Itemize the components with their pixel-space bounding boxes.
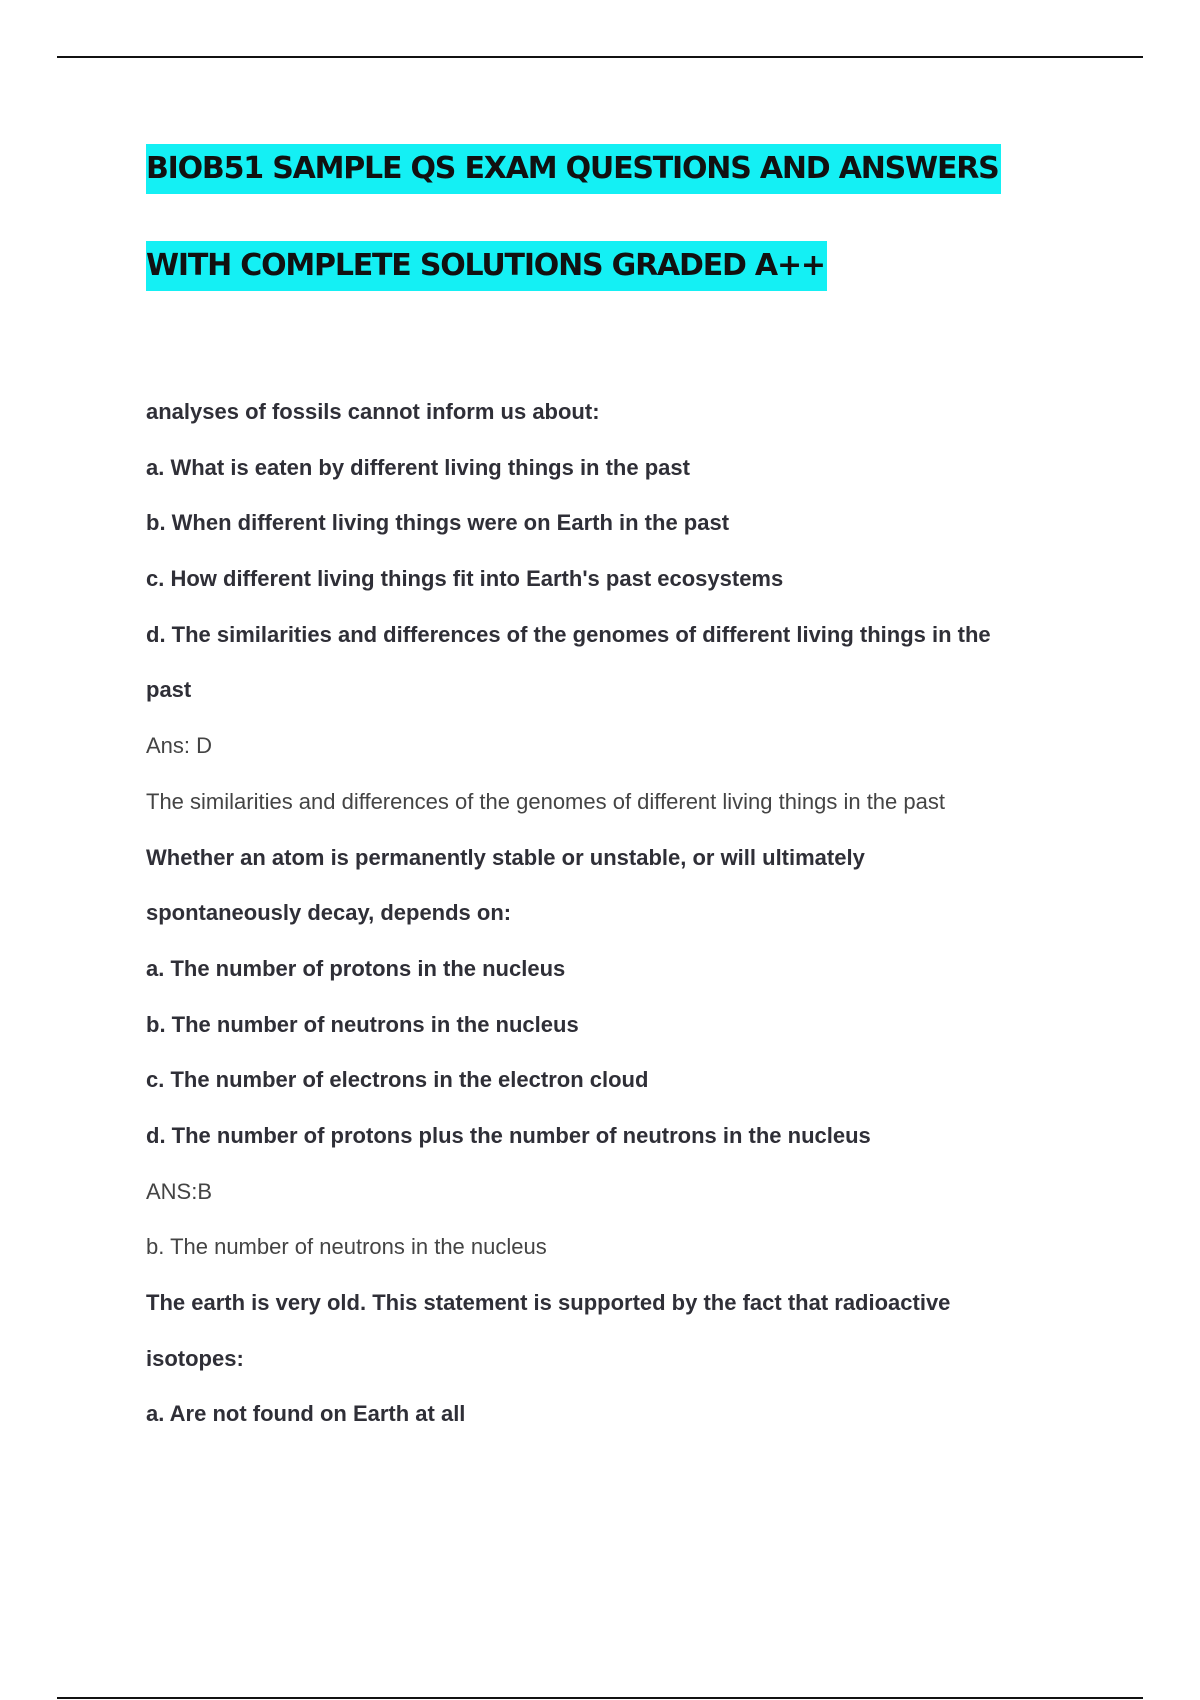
question-3-text-line-2: isotopes: bbox=[146, 1345, 244, 1371]
top-rule bbox=[57, 56, 1143, 58]
document-body bbox=[146, 384, 1106, 1442]
question-1-answer: Ans: D bbox=[146, 733, 213, 759]
bottom-rule bbox=[57, 1697, 1143, 1699]
question-1-option-a: a. What is eaten by different living things in the past bbox=[146, 454, 690, 480]
title-line-1 bbox=[146, 144, 1106, 241]
title-text-2: WITH COMPLETE SOLUTIONS GRADED A++ bbox=[146, 241, 827, 291]
question-3-option-a: a. Are not found on Earth at all bbox=[146, 1401, 466, 1427]
question-2-explanation: b. The number of neutrons in the nucleus bbox=[146, 1234, 547, 1260]
question-2-text-line-2: spontaneously decay, depends on: bbox=[146, 900, 512, 926]
title-line-2 bbox=[146, 241, 1106, 338]
question-1-option-c: c. How different living things fit into Earth's past ecosystems bbox=[146, 566, 784, 592]
question-2-answer: ANS:B bbox=[146, 1178, 213, 1204]
question-1-text: analyses of fossils cannot inform us about: bbox=[146, 399, 600, 424]
question-1-option-d-continued: past bbox=[146, 677, 192, 703]
question-1-option-d: d. The similarities and differences of the genomes of different living things in the bbox=[146, 621, 991, 647]
title-text-1: BIOB51 SAMPLE QS EXAM QUESTIONS AND ANSWERS bbox=[146, 144, 1001, 194]
question-1-explanation: The similarities and differences of the genomes of different living things in the past bbox=[146, 788, 945, 814]
question-2-option-b: b. The number of neutrons in the nucleus bbox=[146, 1011, 579, 1037]
question-1-option-b: b. When different living things were on Earth in the past bbox=[146, 510, 730, 536]
document-title bbox=[146, 144, 1106, 338]
question-2-option-d: d. The number of protons plus the number of neutrons in the nucleus bbox=[146, 1122, 871, 1148]
question-2-option-a: a. The number of protons in the nucleus bbox=[146, 955, 566, 981]
question-2-option-c: c. The number of electrons in the electron cloud bbox=[146, 1067, 649, 1093]
question-2-text-line-1: Whether an atom is permanently stable or unstable, or will ultimately bbox=[146, 844, 865, 870]
question-3-text-line-1: The earth is very old. This statement is supported by the fact that radioactive bbox=[146, 1290, 951, 1315]
